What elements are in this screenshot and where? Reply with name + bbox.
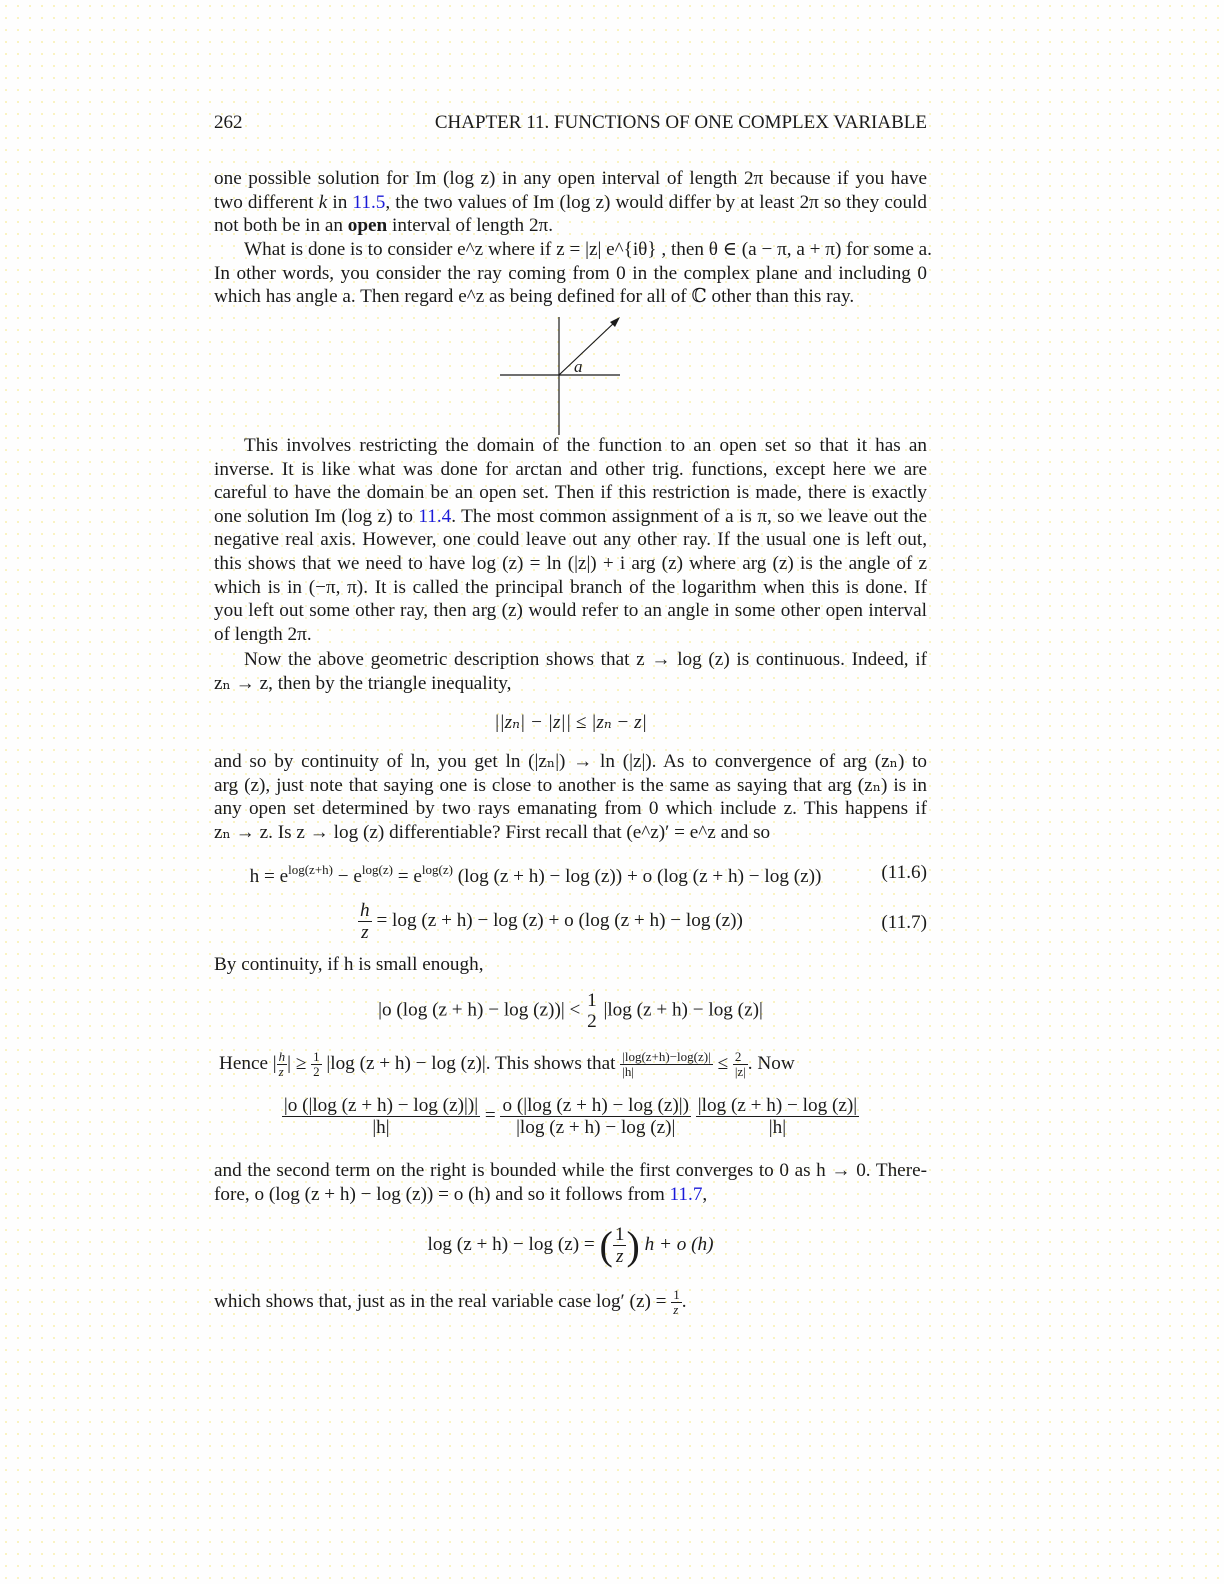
eq-part: = log (z + h) − log (z) + o (log (z + h) − log (z)) bbox=[371, 910, 743, 932]
numerator: |o (|log (z + h) − log (z)|)| bbox=[283, 1095, 479, 1116]
equation-ratio bbox=[214, 1095, 927, 1138]
numerator: |log(z+h)−log(z)| bbox=[622, 1049, 711, 1064]
angle-label: a bbox=[574, 357, 583, 376]
bold-open: open bbox=[347, 215, 388, 237]
text-line: negative real axis. However, one could leave out any other ray. If the usual one is left out, bbox=[214, 529, 927, 551]
text-line: What is done is to consider e^z where if z = |z| e^{iθ} , then θ ∈ (a − π, a + π) for some a. bbox=[244, 239, 932, 260]
text-line: which is in (−π, π). It is called the principal branch of the logarithm when this is done. If bbox=[214, 576, 927, 598]
text-line: one possible solution for Im (log z) in any open interval of length 2π because if you have bbox=[214, 168, 927, 189]
text-span: which shows that, just as in the real variable case log′ (z) = bbox=[214, 1291, 672, 1313]
fraction-h-over-z bbox=[358, 900, 372, 943]
fraction-3 bbox=[696, 1095, 859, 1138]
eq-exponent: log(z) bbox=[421, 862, 453, 877]
text-line: and so by continuity of ln, you get ln (|zₙ|) → ln (|z|). As to convergence of arg (zₙ) to bbox=[214, 751, 927, 772]
text-span: ≥ bbox=[290, 1053, 312, 1075]
numerator: 1 bbox=[673, 1287, 680, 1302]
paragraph-continuation bbox=[214, 167, 927, 238]
numerator: h bbox=[278, 1049, 286, 1064]
numerator: o (|log (z + h) − log (z)|) bbox=[502, 1095, 689, 1116]
text-line: zₙ → z. Is z → log (z) differentiable? First recall that (e^z)′ = e^z and so bbox=[214, 821, 771, 843]
text-line: you left out some other ray, then arg (z) would refer to an angle in some other open interval bbox=[214, 600, 927, 622]
ray-line bbox=[559, 321, 616, 375]
text-line: and the second term on the right is bounded while the first converges to 0 as h → 0. There- bbox=[214, 1160, 927, 1181]
equation-reference-link[interactable]: 11.5 bbox=[352, 191, 386, 213]
equation-log-derivative bbox=[214, 1222, 927, 1269]
numerator: 1 bbox=[587, 990, 597, 1011]
denominator: |h| bbox=[372, 1117, 390, 1139]
numerator: |log (z + h) − log (z)| bbox=[697, 1095, 858, 1116]
denominator: 2 bbox=[587, 1011, 597, 1033]
text-line: inverse. It is like what was done for arctan and other trig. functions, except here we are bbox=[214, 458, 927, 480]
eq-exponent: log(z+h) bbox=[288, 862, 333, 877]
text-line bbox=[214, 1183, 927, 1207]
denominator: z bbox=[673, 1302, 679, 1318]
eq-part: |o (log (z + h) − log (z))| < bbox=[378, 999, 586, 1021]
text-line: zₙ → z, then by the triangle inequality, bbox=[214, 672, 512, 694]
text-span: |log (z + h) − log (z)|. This shows that bbox=[321, 1053, 621, 1075]
paragraph-hence: Hence | $\frac{h}{z}$ | ≥ $\frac{1}{2}$ |log (z + h) − log (z)|. This shows that $\frac{|\log(z+h)-\log(z)|}{|h|}$ ≤ $\frac{2}{|z|}$ . Now bbox=[219, 1049, 795, 1080]
fraction-h-over-z bbox=[277, 1050, 288, 1080]
eq-part: (log (z + h) − log (z)) + o (log (z + h) − log (z)) bbox=[452, 866, 822, 887]
text-span: ≤ bbox=[712, 1053, 733, 1075]
text-span: , bbox=[702, 1183, 708, 1205]
equation-triangle-inequality bbox=[214, 710, 927, 734]
eq-part: h + o (h) bbox=[639, 1233, 714, 1255]
text-span: interval of length 2π. bbox=[387, 215, 554, 237]
text-line: careful to have the domain be an open set. Then if this restriction is made, there is exactly bbox=[214, 482, 927, 504]
text-line: which has angle a. Then regard e^z as being defined for all of ℂ other than this ray. bbox=[214, 286, 855, 308]
fraction-one-over-z bbox=[671, 1288, 682, 1318]
text-span: in bbox=[327, 191, 353, 213]
text-line bbox=[214, 191, 927, 215]
left-paren: ( bbox=[599, 1223, 613, 1268]
text-line: By continuity, if h is small enough, bbox=[214, 954, 484, 975]
text-span: . The most common assignment of a is π, so we leave out the bbox=[451, 505, 927, 527]
text-span: , the two values of Im (log z) would differ by at least 2π so they could bbox=[385, 191, 927, 213]
eq-part: h = e bbox=[249, 866, 289, 887]
paragraph-convergence bbox=[214, 750, 927, 844]
text-line: This involves restricting the domain of the function to an open set so that it has an bbox=[244, 435, 927, 456]
equation-reference-link[interactable]: 11.7 bbox=[669, 1183, 703, 1205]
equation-reference-link[interactable]: 11.4 bbox=[418, 505, 452, 527]
text-span: one solution Im (log z) to bbox=[214, 505, 419, 527]
paragraph-principal-branch bbox=[214, 434, 927, 646]
page-number: 262 bbox=[214, 112, 243, 133]
equation-11-7 bbox=[214, 900, 927, 943]
denominator: 2 bbox=[313, 1064, 320, 1080]
paragraph-branch bbox=[214, 238, 932, 309]
denominator: z bbox=[278, 1064, 284, 1080]
eq-part: = bbox=[480, 1105, 501, 1127]
text-span: Hence bbox=[219, 1053, 273, 1075]
text-span: not both be in an bbox=[214, 215, 348, 237]
eq-part: |log (z + h) − log (z)| bbox=[598, 999, 763, 1021]
numerator: 2 bbox=[733, 1050, 748, 1065]
denominator: z bbox=[361, 922, 369, 944]
text-line: of length 2π. bbox=[214, 623, 312, 645]
fraction-2 bbox=[500, 1095, 691, 1138]
fraction-one-half bbox=[585, 990, 599, 1032]
text-line: Now the above geometric description shows that z → log (z) is continuous. Indeed, if bbox=[244, 649, 927, 670]
text-line: arg (z), just note that saying one is close to another is the same as saying that arg (zₙ) is in bbox=[214, 774, 927, 796]
denominator: |z| bbox=[734, 1064, 746, 1080]
paragraph-continuity bbox=[214, 648, 927, 695]
fraction-1 bbox=[282, 1095, 480, 1138]
text-line: this shows that we need to have log (z) = ln (|z|) + i arg (z) where arg (z) is the angle of z bbox=[214, 552, 927, 574]
numerator: h bbox=[360, 900, 370, 921]
eq-exponent: log(z) bbox=[361, 862, 393, 877]
paragraph-therefore bbox=[214, 1159, 927, 1206]
denominator: |h| bbox=[768, 1117, 787, 1139]
equation-number: (11.7) bbox=[881, 912, 927, 933]
text-line bbox=[214, 505, 927, 529]
eq-part: log (z + h) − log (z) = bbox=[427, 1233, 600, 1255]
ray-diagram bbox=[500, 315, 622, 437]
numerator: 1 bbox=[614, 1223, 625, 1245]
math-k: k bbox=[318, 191, 328, 213]
text-span: two different bbox=[214, 191, 319, 213]
text-span: . Now bbox=[747, 1053, 795, 1075]
denominator: z bbox=[615, 1246, 624, 1267]
eq-part: = e bbox=[392, 866, 422, 887]
paragraph-small-h bbox=[214, 953, 927, 977]
equation-11-6 bbox=[214, 862, 927, 888]
paragraph-conclusion bbox=[214, 1288, 927, 1318]
text-span: fore, o (log (z + h) − log (z)) = o (h) and so it follows from bbox=[214, 1183, 670, 1205]
fraction-log-diff-over-h bbox=[620, 1050, 712, 1080]
denominator: |log (z + h) − log (z)| bbox=[516, 1117, 676, 1139]
text-line bbox=[214, 214, 927, 238]
denominator: |h| bbox=[622, 1064, 634, 1080]
right-paren: ) bbox=[626, 1223, 640, 1268]
numerator: 1 bbox=[313, 1049, 320, 1064]
fraction-two-over-abs-z bbox=[733, 1050, 748, 1080]
equation-small-o-bound bbox=[214, 990, 927, 1032]
text-span: . bbox=[681, 1291, 687, 1313]
eq-part: − e bbox=[332, 866, 362, 887]
equation-text: ||zₙ| − |z|| ≤ |zₙ − z| bbox=[494, 712, 647, 733]
running-header bbox=[214, 112, 927, 134]
fraction-one-over-z bbox=[613, 1224, 627, 1267]
fraction-one-half bbox=[311, 1050, 322, 1080]
chapter-title: CHAPTER 11. FUNCTIONS OF ONE COMPLEX VARIABLE bbox=[434, 112, 927, 133]
text-line: In other words, you consider the ray coming from 0 in the complex plane and including 0 bbox=[214, 262, 927, 284]
text-line: any open set determined by two rays emanating from 0 which include z. This happens if bbox=[214, 798, 927, 820]
equation-number: (11.6) bbox=[881, 862, 927, 883]
